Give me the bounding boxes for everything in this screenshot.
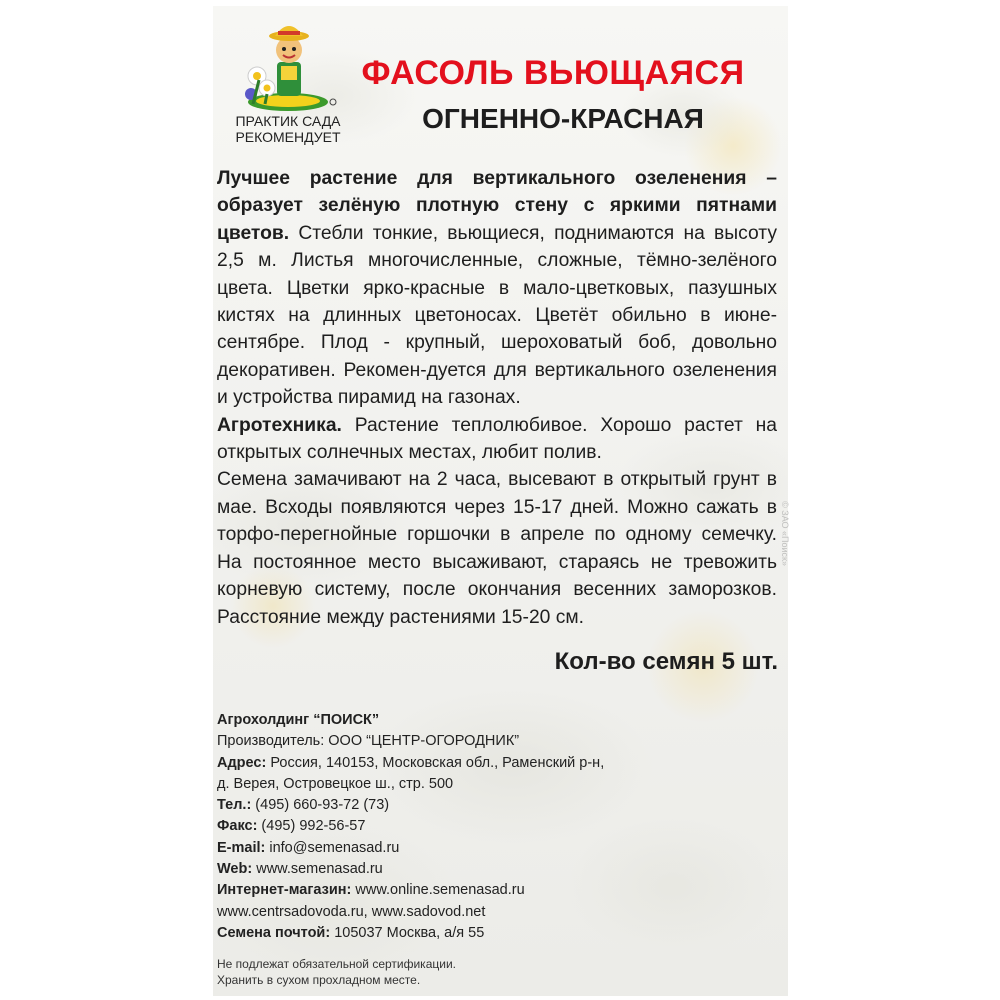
email-line: E-mail: info@semenasad.ru xyxy=(217,839,400,856)
description-text: Стебли тонкие, вьющиеся, поднимаются на высоту 2,5 м. Листья многочисленные, сложные, тёмно-зелёного цвета. Цветки ярко-красные в мало-цветковых, пазушных кистях на длинных цветоносах. Цветёт обильно в июне-сентябре. Плод - крупный, шероховатый боб, довольно декоративен. Рекомен-дуется для вертикального озеленения и устройства пирамид на газонах. xyxy=(217,222,777,409)
product-description xyxy=(217,165,777,631)
gardener-mascot-logo xyxy=(233,14,343,114)
product-title: ФАСОЛЬ ВЬЮЩАЯСЯ xyxy=(361,54,745,92)
manufacturer-contacts xyxy=(217,710,777,944)
web-line: Web: www.semenasad.ru xyxy=(217,861,383,878)
sowing-paragraph: Семена замачивают на 2 часа, высевают в открытый грунт в мае. Всходы появляются через 15-17 дней. Можно сажать в торфо-перегнойные горшочки в апреле по одному семечку. На постоянное место высаживают, стараясь не тревожить корневую систему, после окончания весенних заморозков. Расстояние между растениями 15-20 см. xyxy=(217,469,777,628)
agrotechnics-paragraph xyxy=(217,412,777,467)
brand-caption-line2: РЕКОМЕНДУЕТ xyxy=(235,129,341,145)
producer-line: Производитель: ООО “ЦЕНТР-ОГОРОДНИК” xyxy=(217,733,520,750)
copyright-side-text: © ЗАО «Поиск» xyxy=(780,501,790,566)
phone-line: Тел.: (495) 660-93-72 (73) xyxy=(217,797,390,814)
online-shop-line-2: www.centrsadovoda.ru, www.sadovod.net xyxy=(217,903,486,920)
seed-count: Кол-во семян 5 шт. xyxy=(554,648,778,675)
description-lead: Лучшее растение для вертикального озеленения – образует зелёную плотную стену с яркими пятнами цветов. xyxy=(217,168,777,244)
description-paragraph xyxy=(217,165,777,412)
certification-note: Не подлежат обязательной сертификации. xyxy=(217,957,456,971)
product-subtitle: ОГНЕННО-КРАСНАЯ xyxy=(422,103,704,134)
storage-note: Хранить в сухом прохладном месте. xyxy=(217,972,421,987)
brand-caption-line1: ПРАКТИК САДА xyxy=(235,113,341,129)
address-line-2: д. Верея, Островецкое ш., стр. 500 xyxy=(217,775,454,792)
brand-caption xyxy=(213,113,363,145)
fax-line: Факс: (495) 992-56-57 xyxy=(217,818,366,835)
company-name: Агрохолдинг “ПОИСК” xyxy=(217,712,380,728)
agrotechnics-label: Агротехника. xyxy=(217,414,342,436)
online-shop-line: Интернет-магазин: www.online.semenasad.ru xyxy=(217,882,525,899)
storage-notice xyxy=(217,957,456,988)
agrotechnics-text: Растение теплолюбивое. Хорошо растет на открытых солнечных местах, любит полив. xyxy=(217,414,777,464)
seed-packet xyxy=(213,6,788,996)
address-line: Адрес: Россия, 140153, Московская обл., Раменский р-н, xyxy=(217,754,605,771)
mail-order-line: Семена почтой: 105037 Москва, а/я 55 xyxy=(217,924,485,941)
